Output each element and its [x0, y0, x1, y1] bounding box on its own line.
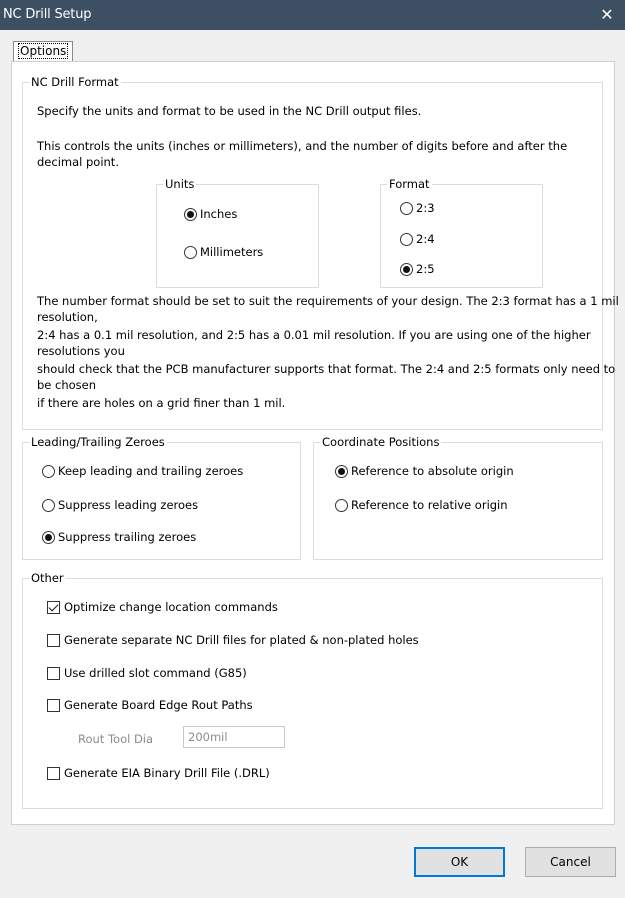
optimize-checkbox[interactable] [47, 600, 278, 614]
units-label: Units [165, 177, 195, 191]
format-2-3-radio[interactable] [400, 201, 435, 215]
options-panel [11, 61, 619, 825]
rout-tool-dia-input[interactable]: 200mil [183, 726, 285, 748]
format-note-4: resolutions you [37, 344, 125, 358]
format-note-2: resolution, [37, 310, 98, 324]
format-description-1: Specify the units and format to be used in the NC Drill output files. [37, 104, 422, 118]
optimize-checkbox-box [47, 601, 60, 614]
inches-radio-circle [184, 208, 197, 221]
coordinates-label: Coordinate Positions [322, 435, 440, 449]
other-label: Other [31, 571, 64, 585]
format-2-5-label: 2:5 [416, 262, 435, 276]
tab-options-label: Options [20, 44, 67, 58]
keep-zeroes-label: Keep leading and trailing zeroes [58, 464, 244, 478]
ok-button[interactable]: OK [414, 847, 505, 877]
units-group [156, 177, 319, 288]
relative-origin-label: Reference to relative origin [351, 498, 508, 512]
absolute-origin-radio-circle [335, 465, 348, 478]
inches-label: Inches [200, 207, 238, 221]
other-group [22, 571, 603, 809]
format-note-5: should check that the PCB manufacturer supports that format. The 2:4 and 2:5 formats only need to [37, 362, 616, 376]
rout-paths-checkbox[interactable] [47, 698, 253, 712]
g85-checkbox[interactable] [47, 666, 247, 680]
nc-drill-format-label: NC Drill Format [31, 75, 119, 89]
eia-binary-checkbox-box [47, 767, 60, 780]
inches-radio[interactable] [184, 207, 237, 221]
keep-zeroes-radio[interactable] [42, 464, 243, 478]
separate-files-label: Generate separate NC Drill files for plated & non-plated holes [64, 633, 419, 647]
suppress-leading-label: Suppress leading zeroes [58, 498, 199, 512]
absolute-origin-radio[interactable] [335, 464, 514, 478]
format-group [380, 177, 543, 288]
suppress-trailing-radio[interactable] [42, 530, 196, 544]
suppress-trailing-radio-circle [42, 531, 55, 544]
separate-files-checkbox-box [47, 634, 60, 647]
format-2-4-radio-circle [400, 233, 413, 246]
zeroes-label: Leading/Trailing Zeroes [31, 435, 165, 449]
tab-options[interactable] [13, 41, 73, 61]
keep-zeroes-radio-circle [42, 465, 55, 478]
format-note-7: if there are holes on a grid finer than 1 mil. [37, 396, 286, 410]
format-2-5-radio-circle [400, 263, 413, 276]
format-2-5-radio[interactable] [400, 262, 435, 276]
nc-drill-format-group [22, 75, 619, 430]
format-note-3: 2:4 has a 0.1 mil resolution, and 2:5 has a 0.01 mil resolution. If you are using one of the higher [37, 328, 591, 342]
title-bar [0, 0, 625, 30]
format-2-4-radio[interactable] [400, 232, 435, 246]
absolute-origin-label: Reference to absolute origin [351, 464, 514, 478]
suppress-leading-radio-circle [42, 499, 55, 512]
close-icon[interactable]: ✕ [600, 5, 614, 24]
cancel-button[interactable]: Cancel [525, 847, 616, 877]
optimize-label: Optimize change location commands [64, 600, 278, 614]
suppress-trailing-label: Suppress trailing zeroes [58, 530, 197, 544]
format-label: Format [389, 177, 430, 191]
format-description-3: decimal point. [37, 155, 119, 169]
millimeters-radio-circle [184, 246, 197, 259]
format-note-1: The number format should be set to suit the requirements of your design. The 2:3 format has a 1 mil [37, 294, 619, 308]
separate-files-checkbox[interactable] [47, 633, 419, 647]
relative-origin-radio[interactable] [335, 498, 508, 512]
eia-binary-checkbox[interactable] [47, 766, 270, 780]
g85-label: Use drilled slot command (G85) [64, 666, 247, 680]
format-2-4-label: 2:4 [416, 232, 435, 246]
rout-paths-checkbox-box [47, 699, 60, 712]
window-title: NC Drill Setup [3, 7, 92, 22]
format-2-3-label: 2:3 [416, 201, 435, 215]
millimeters-label: Millimeters [200, 245, 264, 259]
format-note-6: be chosen [37, 378, 97, 392]
eia-binary-label: Generate EIA Binary Drill File (.DRL) [64, 766, 270, 780]
g85-checkbox-box [47, 667, 60, 680]
suppress-leading-radio[interactable] [42, 498, 198, 512]
rout-paths-label: Generate Board Edge Rout Paths [64, 698, 253, 712]
format-2-3-radio-circle [400, 202, 413, 215]
format-description-2: This controls the units (inches or millimeters), and the number of digits before and after the [37, 139, 568, 153]
coordinates-group [313, 435, 603, 560]
millimeters-radio[interactable] [184, 245, 263, 259]
relative-origin-radio-circle [335, 499, 348, 512]
rout-tool-dia-label: Rout Tool Dia [78, 732, 154, 746]
zeroes-group [22, 435, 301, 560]
